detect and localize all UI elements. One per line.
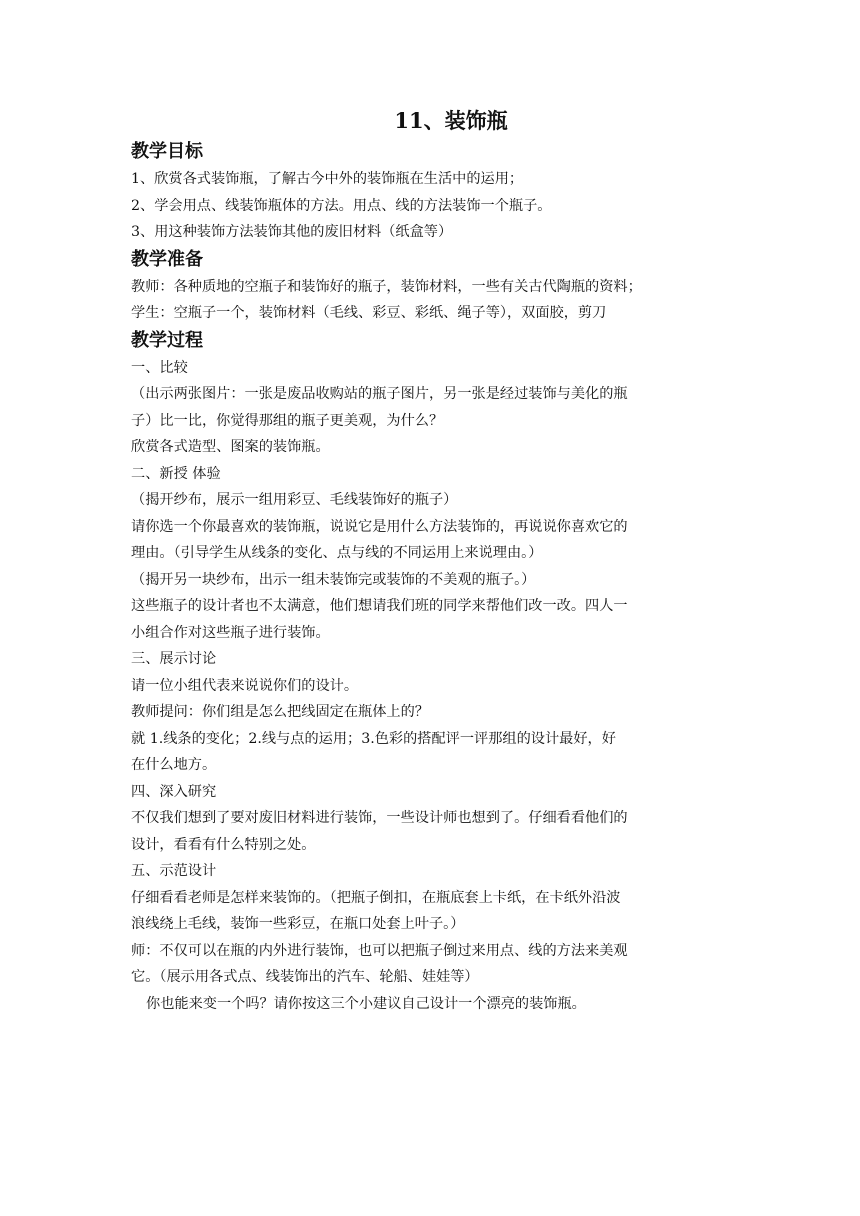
section-teaching-preparation <box>131 246 731 327</box>
text-line: 仔细看看老师是怎样来装饰的。（把瓶子倒扣，在瓶底套上卡纸，在卡纸外沿波 <box>131 889 621 906</box>
text-line: 你也能来变一个吗？请你按这三个小建议自己设计一个漂亮的装饰瓶。 <box>146 995 586 1012</box>
text-line: 教师：各种质地的空瓶子和装饰好的瓶子，装饰材料，一些有关古代陶瓶的资料； <box>131 278 642 295</box>
section-teaching-process <box>131 327 731 1018</box>
section-heading: 教学目标 <box>131 141 203 162</box>
text-line: 理由。（引导学生从线条的变化、点与线的不同运用上来说理由。） <box>131 545 543 561</box>
text-line: 三、展示讨论 <box>131 651 217 667</box>
text-line: 浪线绕上毛线，装饰一些彩豆，在瓶口处套上叶子。） <box>131 916 465 932</box>
text-line: 请一位小组代表来说说你们的设计。 <box>131 677 359 694</box>
text-line: 四、深入研究 <box>131 783 217 800</box>
text-line: （揭开另一块纱布，出示一组未装饰完或装饰的不美观的瓶子。） <box>131 571 536 588</box>
text-line: 一、比较 <box>131 359 188 376</box>
section-heading: 教学过程 <box>131 329 203 351</box>
text-line: 就 1.线条的变化；2.线与点的运用；3.色彩的搭配评一评那组的设计最好，好 <box>131 730 616 747</box>
text-line: 小组合作对这些瓶子进行装饰。 <box>131 624 330 641</box>
text-line: 不仅我们想到了要对废旧材料进行装饰，一些设计师也想到了。仔细看看他们的 <box>131 810 628 826</box>
text-line: 2、学会用点、线装饰瓶体的方法。用点、线的方法装饰一个瓶子。 <box>131 197 552 214</box>
text-line: 这些瓶子的设计者也不太满意，他们想请我们班的同学来帮他们改一改。四人一 <box>131 598 628 614</box>
text-line: 二、新授 体验 <box>131 465 221 482</box>
text-line: 3、用这种装饰方法装饰其他的废旧材料（纸盒等） <box>131 224 453 240</box>
text-line: 在什么地方。 <box>131 757 217 773</box>
text-line: （揭开纱布，展示一组用彩豆、毛线装饰好的瓶子） <box>131 492 458 508</box>
text-line: 子）比一比，你觉得那组的瓶子更美观，为什么？ <box>131 412 444 429</box>
text-line: （出示两张图片：一张是废品收购站的瓶子图片，另一张是经过装饰与美化的瓶 <box>131 386 628 402</box>
section-heading: 教学准备 <box>131 248 203 270</box>
text-line: 欣赏各式造型、图案的装饰瓶。 <box>131 439 330 455</box>
text-line: 学生：空瓶子一个，装饰材料（毛线、彩豆、彩纸、绳子等），双面胶，剪刀 <box>131 305 607 321</box>
text-line: 设计，看看有什么特别之处。 <box>131 836 316 853</box>
document-page <box>131 104 731 1017</box>
document-title: 11、装饰瓶 <box>394 108 508 133</box>
text-line: 教师提问：你们组是怎么把线固定在瓶体上的？ <box>131 704 429 720</box>
text-line: 它。（展示用各式点、线装饰出的汽车、轮船、娃娃等） <box>131 969 479 985</box>
section-teaching-goals <box>131 138 731 246</box>
text-line: 师：不仅可以在瓶的内外进行装饰，也可以把瓶子倒过来用点、线的方法来美观 <box>131 942 628 959</box>
text-line: 1、欣赏各式装饰瓶，了解古今中外的装饰瓶在生活中的运用； <box>131 171 524 187</box>
text-line: 五、示范设计 <box>131 863 217 879</box>
text-line: 请你选一个你最喜欢的装饰瓶，说说它是用什么方法装饰的，再说说你喜欢它的 <box>131 518 628 535</box>
